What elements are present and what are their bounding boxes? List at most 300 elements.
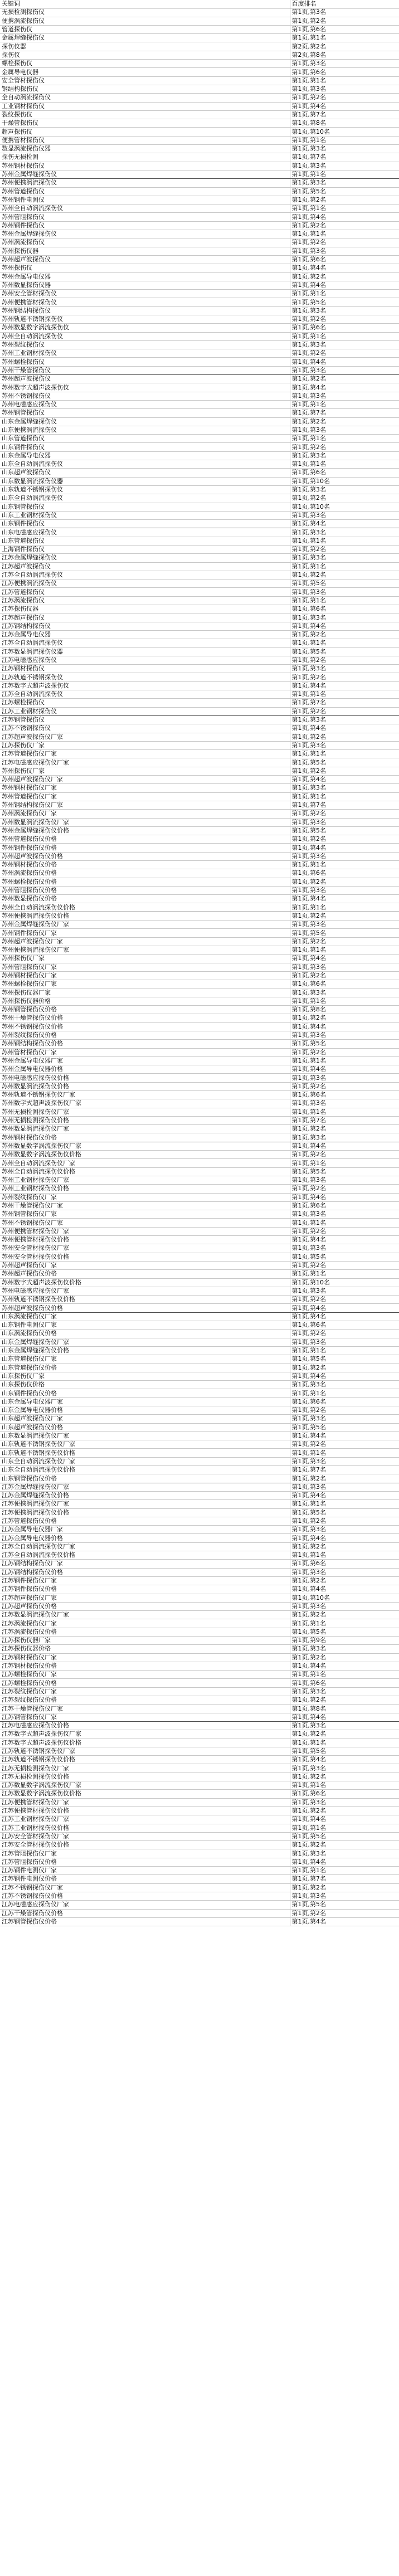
keyword-cell: 苏州探伤仪 <box>0 264 290 272</box>
keyword-cell: 苏州钢结构探伤仪价格 <box>0 1040 290 1048</box>
rank-cell: 第1页,第1名 <box>290 400 399 408</box>
rank-cell: 第1页,第2名 <box>290 546 399 554</box>
table-row <box>0 460 399 469</box>
keyword-cell: 山东全自动涡流探伤仪 <box>0 460 290 469</box>
rank-cell: 第1页,第4名 <box>290 1858 399 1866</box>
table-row <box>0 221 399 230</box>
keyword-cell: 江苏螺栓探伤仪厂家 <box>0 1671 290 1679</box>
table-row <box>0 1687 399 1696</box>
table-row <box>0 1022 399 1031</box>
rank-cell: 第1页,第6名 <box>290 68 399 76</box>
keyword-cell: 苏州安全管材探伤仪 <box>0 290 290 298</box>
keyword-cell: 苏州电磁感应探伤仪价格 <box>0 1074 290 1082</box>
rank-cell: 第1页,第2名 <box>290 349 399 358</box>
table-row <box>0 51 399 59</box>
keyword-cell: 山东金属焊缝探伤仪价格 <box>0 1346 290 1355</box>
keyword-cell: 江苏超声探伤仪 <box>0 613 290 622</box>
keyword-cell: 江苏数字式超声波探伤仪厂家 <box>0 1730 290 1739</box>
table-row <box>0 997 399 1005</box>
rank-cell: 第1页,第1名 <box>290 690 399 699</box>
keyword-cell: 江苏干燥管探伤仪价格 <box>0 1909 290 1917</box>
keyword-cell: 江苏不锈钢探伤仪厂家 <box>0 1883 290 1892</box>
rank-cell: 第1页,第5名 <box>290 1355 399 1364</box>
table-row <box>0 750 399 758</box>
rank-cell: 第1页,第1名 <box>290 1219 399 1227</box>
keyword-cell: 苏州钢材探伤仪 <box>0 162 290 170</box>
table-row <box>0 937 399 946</box>
keyword-cell: 江苏全自动涡流探伤仪厂家 <box>0 1542 290 1551</box>
rank-cell: 第1页,第1名 <box>290 1867 399 1875</box>
rank-cell: 第1页,第3名 <box>290 852 399 860</box>
keyword-cell: 苏州数字式超声波探伤仪 <box>0 383 290 392</box>
keyword-cell: 江苏安全管材探伤仪厂家 <box>0 1832 290 1840</box>
keyword-cell: 山东数显涡流探伤仪厂家 <box>0 1431 290 1440</box>
table-row <box>0 1006 399 1014</box>
keyword-cell: 江苏轨道不锈钢探伤仪价格 <box>0 1756 290 1764</box>
table-row <box>0 1346 399 1355</box>
keyword-cell: 江苏钢材探伤仪厂家 <box>0 1653 290 1662</box>
table-row <box>0 844 399 852</box>
table-row <box>0 818 399 826</box>
rank-cell: 第1页,第5名 <box>290 647 399 656</box>
keyword-cell: 山东涡流探伤仪厂家 <box>0 1312 290 1321</box>
keyword-cell: 苏州螺栓探伤仪厂家 <box>0 980 290 988</box>
rank-cell: 第1页,第2名 <box>290 221 399 230</box>
rank-cell: 第1页,第3名 <box>290 963 399 971</box>
rank-cell: 第1页,第4名 <box>290 1022 399 1031</box>
table-row <box>0 801 399 809</box>
keyword-cell: 江苏钢材探伤仪价格 <box>0 1662 290 1670</box>
table-row <box>0 1619 399 1628</box>
rank-cell: 第1页,第2名 <box>290 417 399 426</box>
table-row <box>0 25 399 33</box>
keyword-cell: 山东涡流探伤仪价格 <box>0 1330 290 1338</box>
keyword-cell: 山东轨道不锈钢探伤仪 <box>0 485 290 494</box>
rank-cell: 第1页,第6名 <box>290 25 399 33</box>
rank-cell: 第1页,第2名 <box>290 707 399 715</box>
rank-cell: 第1页,第3名 <box>290 1415 399 1423</box>
table-row <box>0 1287 399 1295</box>
rank-cell: 第1页,第5名 <box>290 1508 399 1517</box>
rank-cell: 第1页,第3名 <box>290 145 399 153</box>
rank-cell: 第1页,第3名 <box>290 1483 399 1491</box>
keyword-cell: 数显涡流探伤仪器 <box>0 145 290 153</box>
keyword-cell: 江苏超声波探伤仪 <box>0 562 290 571</box>
table-row <box>0 1806 399 1815</box>
rank-cell: 第1页,第2名 <box>290 17 399 25</box>
table-row <box>0 1364 399 1372</box>
rank-cell: 第1页,第1名 <box>290 1619 399 1628</box>
rank-cell: 第1页,第3名 <box>290 1721 399 1730</box>
keyword-cell: 江苏螺栓探伤仪价格 <box>0 1679 290 1687</box>
rank-cell: 第1页,第4名 <box>290 724 399 733</box>
rank-cell: 第1页,第5名 <box>290 929 399 937</box>
rank-cell: 第1页,第10名 <box>290 128 399 136</box>
table-row <box>0 826 399 835</box>
table-row <box>0 1056 399 1065</box>
rank-cell: 第1页,第2名 <box>290 1014 399 1022</box>
table-row <box>0 1747 399 1755</box>
keyword-cell: 工业钢材探伤仪 <box>0 102 290 110</box>
keyword-cell: 山东钢件探伤仪价格 <box>0 1389 290 1397</box>
rank-cell: 第1页,第3名 <box>290 162 399 170</box>
rank-cell: 第1页,第6名 <box>290 1321 399 1330</box>
rank-cell: 第1页,第6名 <box>290 605 399 613</box>
table-row <box>0 1611 399 1619</box>
keyword-cell: 江苏电磁感应探伤仪厂家 <box>0 758 290 767</box>
rank-cell: 第1页,第3名 <box>290 1210 399 1219</box>
keyword-cell: 苏州工业钢材探伤仪厂家 <box>0 1176 290 1184</box>
keyword-cell: 苏州螺栓探伤仪价格 <box>0 878 290 886</box>
table-row <box>0 34 399 42</box>
keyword-cell: 钢结构探伤仪 <box>0 85 290 93</box>
keyword-cell: 江苏金属导电仪器价格 <box>0 1534 290 1542</box>
rank-cell: 第1页,第2名 <box>290 494 399 503</box>
keyword-column-header: 关键词 <box>0 0 290 8</box>
keyword-cell: 江苏螺栓探伤仪 <box>0 699 290 707</box>
rank-cell: 第1页,第2名 <box>290 1151 399 1159</box>
table-row <box>0 94 399 102</box>
rank-cell: 第1页,第2名 <box>290 1474 399 1483</box>
keyword-cell: 苏州探伤仪厂家 <box>0 955 290 963</box>
keyword-cell: 江苏探伤仪器价格 <box>0 1645 290 1653</box>
keyword-cell: 山东管道探伤仪价格 <box>0 1364 290 1372</box>
rank-cell: 第1页,第4名 <box>290 1312 399 1321</box>
table-row <box>0 1560 399 1568</box>
keyword-cell: 苏州裂纹探伤仪厂家 <box>0 1193 290 1201</box>
table-row <box>0 562 399 571</box>
rank-cell: 第1页,第4名 <box>290 213 399 221</box>
table-row <box>0 17 399 25</box>
table-row <box>0 238 399 247</box>
table-row <box>0 1415 399 1423</box>
table-row <box>0 741 399 749</box>
table-row <box>0 1628 399 1636</box>
keyword-cell: 苏州数显涡流探伤仪厂家 <box>0 818 290 826</box>
rank-cell: 第1页,第4名 <box>290 1236 399 1244</box>
rank-cell: 第1页,第1名 <box>290 1159 399 1167</box>
table-row <box>0 1867 399 1875</box>
table-row <box>0 1849 399 1858</box>
keyword-cell: 苏州电磁感应探伤仪 <box>0 400 290 408</box>
keyword-cell: 苏州超声探伤仪价格 <box>0 1270 290 1278</box>
keyword-cell: 苏州不锈钢探伤仪 <box>0 392 290 400</box>
rank-cell: 第1页,第7名 <box>290 1466 399 1474</box>
keyword-cell: 山东全自动涡流探伤仪厂家 <box>0 1457 290 1465</box>
keyword-cell: 江苏数字式超声波探伤仪价格 <box>0 1739 290 1747</box>
rank-cell: 第2页,第8名 <box>290 51 399 59</box>
table-row <box>0 145 399 153</box>
table-row <box>0 776 399 784</box>
rank-cell: 第1页,第2名 <box>290 673 399 681</box>
table-row <box>0 213 399 221</box>
rank-cell: 第1页,第3名 <box>290 1798 399 1806</box>
table-row <box>0 1602 399 1610</box>
keyword-cell: 探伤仪 <box>0 51 290 59</box>
keyword-cell: 苏州超声波探伤仪价格 <box>0 1304 290 1312</box>
rank-cell: 第1页,第7名 <box>290 1116 399 1124</box>
keyword-cell: 江苏电磁感应探伤仪 <box>0 656 290 664</box>
table-row <box>0 1048 399 1056</box>
table-row <box>0 767 399 775</box>
rank-cell: 第1页,第5名 <box>290 298 399 306</box>
rank-cell: 第1页,第1名 <box>290 860 399 869</box>
keyword-cell: 江苏无损检测探伤仪价格 <box>0 1772 290 1781</box>
rank-cell: 第1页,第1名 <box>290 596 399 605</box>
table-row <box>0 1705 399 1713</box>
table-row <box>0 895 399 903</box>
rank-cell: 第1页,第7名 <box>290 409 399 417</box>
keyword-cell: 苏州干燥管探伤仪厂家 <box>0 1201 290 1210</box>
keyword-cell: 苏州金属焊缝探伤仪 <box>0 170 290 178</box>
table-row <box>0 1031 399 1039</box>
rank-cell: 第1页,第2名 <box>290 810 399 818</box>
keyword-cell: 苏州探伤仪器厂家 <box>0 988 290 997</box>
rank-cell: 第1页,第3名 <box>290 886 399 894</box>
rank-cell: 第1页,第4名 <box>290 281 399 289</box>
rank-cell: 第1页,第4名 <box>290 102 399 110</box>
keyword-cell: 江苏轨道不锈钢探伤仪 <box>0 673 290 681</box>
keyword-cell: 山东金属焊缝探伤仪厂家 <box>0 1338 290 1346</box>
keyword-cell: 金属导电仪器 <box>0 68 290 76</box>
table-row <box>0 281 399 289</box>
keyword-cell: 苏州钢材探伤仪厂家 <box>0 971 290 980</box>
keyword-cell: 苏州工业钢材探伤仪价格 <box>0 1185 290 1193</box>
table-row <box>0 1508 399 1517</box>
keyword-cell: 苏州钢管探伤仪价格 <box>0 1006 290 1014</box>
table-row <box>0 639 399 647</box>
keyword-cell: 苏州数显数字涡流探伤仪价格 <box>0 1151 290 1159</box>
keyword-cell: 苏州探伤仪器 <box>0 247 290 255</box>
keyword-cell: 江苏超声探伤仪价格 <box>0 1602 290 1610</box>
keyword-cell: 江苏工业钢材探伤仪 <box>0 707 290 715</box>
keyword-cell: 苏州裂纹探伤仪价格 <box>0 1031 290 1039</box>
keyword-cell: 江苏涡流探伤仪价格 <box>0 1628 290 1636</box>
keyword-cell: 山东全自动涡流探伤仪 <box>0 494 290 503</box>
rank-cell: 第1页,第4名 <box>290 1142 399 1150</box>
table-row <box>0 886 399 894</box>
table-row <box>0 324 399 332</box>
keyword-cell: 苏州金属焊缝探伤仪价格 <box>0 826 290 835</box>
rank-cell: 第1页,第4名 <box>290 1431 399 1440</box>
keyword-cell: 江苏钢件探伤仪价格 <box>0 1585 290 1594</box>
rank-cell: 第1页,第1名 <box>290 76 399 85</box>
table-row <box>0 1040 399 1048</box>
rank-cell: 第1页,第4名 <box>290 1372 399 1380</box>
rank-cell: 第1页,第2名 <box>290 1082 399 1090</box>
keyword-cell: 江苏便携涡流探伤仪厂家 <box>0 1500 290 1508</box>
table-row <box>0 1397 399 1406</box>
keyword-cell: 江苏超声波探伤仪厂家 <box>0 733 290 741</box>
rank-cell: 第1页,第3名 <box>290 1526 399 1534</box>
rank-cell: 第1页,第4名 <box>290 1065 399 1074</box>
table-row <box>0 707 399 715</box>
rank-cell: 第1页,第4名 <box>290 1917 399 1926</box>
table-row <box>0 162 399 170</box>
keyword-cell: 江苏管阻探伤仪价格 <box>0 1858 290 1866</box>
keyword-cell: 山东钢件探伤仪 <box>0 443 290 451</box>
keyword-cell: 苏州干燥管探伤仪价格 <box>0 1014 290 1022</box>
rank-cell: 第1页,第3名 <box>290 306 399 315</box>
keyword-cell: 江苏全自动涡流探伤仪 <box>0 690 290 699</box>
table-row <box>0 724 399 733</box>
table-row <box>0 1739 399 1747</box>
rank-cell: 第1页,第2名 <box>290 1364 399 1372</box>
table-row <box>0 1338 399 1346</box>
keyword-cell: 江苏管道探伤仪价格 <box>0 1517 290 1525</box>
table-row <box>0 1270 399 1278</box>
keyword-cell: 苏州管道探伤仪价格 <box>0 835 290 844</box>
table-row <box>0 1406 399 1414</box>
rank-cell: 第1页,第4名 <box>290 358 399 366</box>
table-row <box>0 1193 399 1201</box>
table-row <box>0 1219 399 1227</box>
table-row <box>0 1330 399 1338</box>
table-row <box>0 1304 399 1312</box>
keyword-cell: 江苏干燥管探伤仪厂家 <box>0 1705 290 1713</box>
table-row <box>0 596 399 605</box>
keyword-cell: 苏州无损检测探伤仪价格 <box>0 1116 290 1124</box>
keyword-cell: 苏州便携涡流探伤仪厂家 <box>0 946 290 954</box>
rank-cell: 第1页,第3名 <box>290 1892 399 1900</box>
rank-cell: 第1页,第1名 <box>290 562 399 571</box>
table-row <box>0 1585 399 1594</box>
rank-cell: 第1页,第3名 <box>290 1244 399 1253</box>
keyword-cell: 江苏钢件电测仪厂家 <box>0 1867 290 1875</box>
keyword-cell: 山东全自动涡流探伤仪价格 <box>0 1466 290 1474</box>
keyword-cell: 苏州金属导电仪器 <box>0 272 290 281</box>
table-row <box>0 247 399 255</box>
keyword-cell: 江苏数显数字涡流探伤仪厂家 <box>0 1781 290 1790</box>
rank-cell: 第1页,第3名 <box>290 1031 399 1039</box>
table-row <box>0 1790 399 1798</box>
keyword-cell: 苏州轨道不锈钢探伤仪厂家 <box>0 1091 290 1099</box>
rank-cell: 第1页,第1名 <box>290 537 399 545</box>
table-row <box>0 1236 399 1244</box>
keyword-cell: 江苏金属导电仪器厂家 <box>0 1526 290 1534</box>
rank-cell: 第1页,第3名 <box>290 426 399 434</box>
table-row <box>0 426 399 434</box>
rank-cell: 第1页,第2名 <box>290 1653 399 1662</box>
keyword-cell: 山东超声波探伤仪厂家 <box>0 1415 290 1423</box>
rank-cell: 第1页,第2名 <box>290 238 399 247</box>
keyword-cell: 山东电磁感应探伤仪 <box>0 528 290 537</box>
table-row <box>0 306 399 315</box>
table-row <box>0 179 399 187</box>
table-row <box>0 546 399 554</box>
table-row <box>0 1815 399 1824</box>
keyword-cell: 江苏便携管材探伤仪价格 <box>0 1806 290 1815</box>
table-row <box>0 955 399 963</box>
rank-cell: 第1页,第1名 <box>290 460 399 469</box>
keyword-cell: 苏州涡流探伤仪价格 <box>0 869 290 878</box>
rank-cell: 第1页,第3名 <box>290 784 399 792</box>
keyword-cell: 苏州螺栓探伤仪 <box>0 358 290 366</box>
keyword-cell: 山东管道探伤仪 <box>0 435 290 443</box>
rank-cell: 第1页,第5名 <box>290 758 399 767</box>
table-row <box>0 1901 399 1909</box>
table-row <box>0 1201 399 1210</box>
rank-cell: 第1页,第8名 <box>290 119 399 128</box>
rank-cell: 第1页,第1名 <box>290 136 399 144</box>
table-row <box>0 1167 399 1176</box>
rank-cell: 第1页,第7名 <box>290 801 399 809</box>
table-row <box>0 630 399 639</box>
table-row <box>0 1662 399 1670</box>
table-row <box>0 1278 399 1287</box>
rank-cell: 第1页,第3名 <box>290 588 399 596</box>
rank-cell: 第1页,第1名 <box>290 639 399 647</box>
rank-cell: 第1页,第3名 <box>290 451 399 460</box>
keyword-cell: 江苏裂纹探伤仪价格 <box>0 1696 290 1705</box>
table-row <box>0 1108 399 1116</box>
keyword-cell: 苏州全自动涡流探伤仪厂家 <box>0 1159 290 1167</box>
table-row <box>0 1091 399 1099</box>
table-row <box>0 1466 399 1474</box>
rank-cell: 第1页,第1名 <box>290 1346 399 1355</box>
rank-cell: 第1页,第6名 <box>290 469 399 477</box>
table-row <box>0 1637 399 1645</box>
rank-cell: 第1页,第1名 <box>290 1500 399 1508</box>
keyword-cell: 干燥管探伤仪 <box>0 119 290 128</box>
rank-cell: 第1页,第2名 <box>290 1696 399 1705</box>
rank-cell: 第1页,第3名 <box>290 1457 399 1465</box>
rank-cell: 第1页,第3名 <box>290 1074 399 1082</box>
table-row <box>0 375 399 383</box>
keyword-cell: 苏州全自动涡流探伤仪价格 <box>0 903 290 912</box>
rank-cell: 第1页,第2名 <box>290 835 399 844</box>
rank-cell: 第1页,第4名 <box>290 1756 399 1764</box>
rank-cell: 第1页,第6名 <box>290 1397 399 1406</box>
table-row <box>0 1772 399 1781</box>
rank-cell: 第1页,第1名 <box>290 435 399 443</box>
rank-cell: 第1页,第5名 <box>290 1628 399 1636</box>
table-row <box>0 1576 399 1585</box>
table-row <box>0 349 399 358</box>
keyword-cell: 山东管道探伤仪 <box>0 537 290 545</box>
rank-cell: 第1页,第1名 <box>290 1551 399 1560</box>
keyword-cell: 金属焊缝探伤仪 <box>0 34 290 42</box>
keyword-cell: 管道探伤仪 <box>0 25 290 33</box>
table-row <box>0 946 399 954</box>
table-row <box>0 869 399 878</box>
keyword-cell: 苏州数字式超声波探伤仪厂家 <box>0 1099 290 1108</box>
rank-cell: 第1页,第6名 <box>290 255 399 264</box>
keyword-cell: 苏州钢结构探伤仪厂家 <box>0 801 290 809</box>
rank-cell: 第1页,第1名 <box>290 1781 399 1790</box>
table-row <box>0 792 399 801</box>
rank-cell: 第1页,第2名 <box>290 937 399 946</box>
table-row <box>0 136 399 144</box>
rank-cell: 第1页,第10名 <box>290 1278 399 1287</box>
table-row <box>0 673 399 681</box>
table-row <box>0 392 399 400</box>
rank-cell: 第1页,第5名 <box>290 1423 399 1431</box>
keyword-cell: 苏州管材探伤仪厂家 <box>0 1048 290 1056</box>
keyword-cell: 无损检测探伤仪 <box>0 8 290 17</box>
rank-cell: 第1页,第3名 <box>290 340 399 349</box>
rank-cell: 第1页,第2名 <box>290 1261 399 1269</box>
keyword-cell: 裂纹探伤仪 <box>0 110 290 119</box>
table-row <box>0 196 399 204</box>
table-row <box>0 264 399 272</box>
rank-cell: 第1页,第4名 <box>290 1304 399 1312</box>
rank-cell: 第1页,第2名 <box>290 1185 399 1193</box>
keyword-cell: 苏州电磁感应探伤仪厂家 <box>0 1287 290 1295</box>
keyword-cell: 苏州便携涡流探伤仪 <box>0 179 290 187</box>
table-row <box>0 1841 399 1849</box>
table-row <box>0 810 399 818</box>
